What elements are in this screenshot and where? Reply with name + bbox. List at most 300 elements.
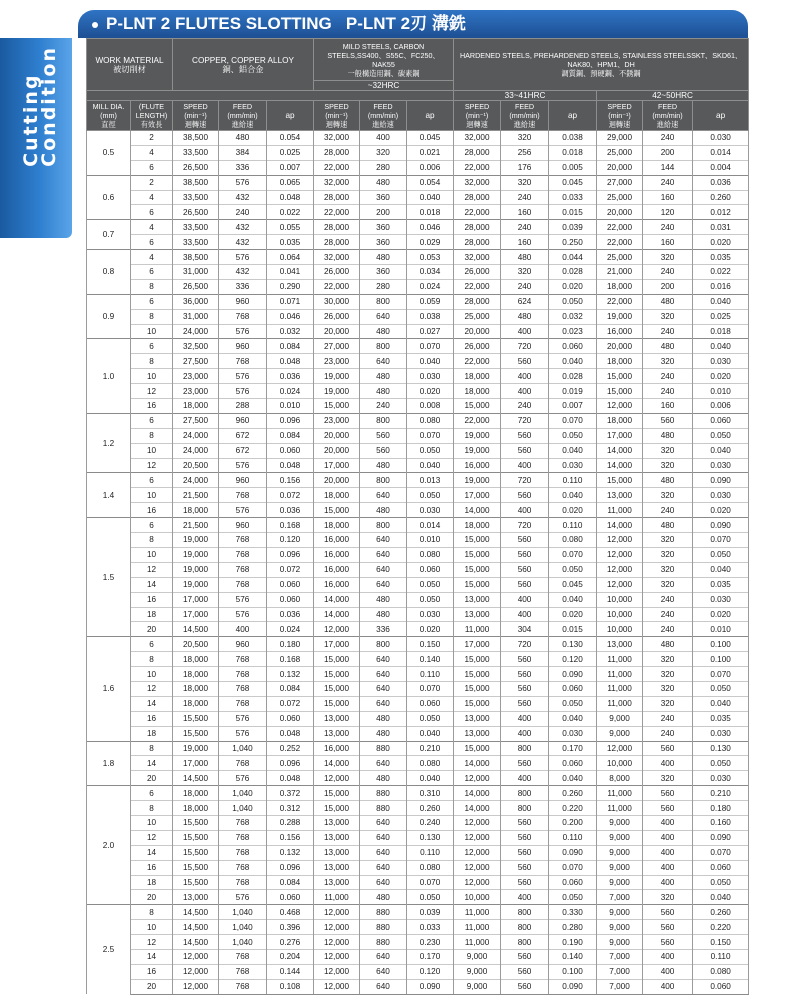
table-row xyxy=(87,875,749,890)
hrc33-ap-cell: 0.018 xyxy=(549,145,597,160)
copper-feed-cell: 1,040 xyxy=(219,786,267,801)
mild-speed-cell: 15,000 xyxy=(314,681,360,696)
mild-ap-cell: 0.020 xyxy=(407,384,454,399)
hrc33-ap-cell: 0.050 xyxy=(549,890,597,905)
copper-speed-cell: 19,000 xyxy=(173,533,219,548)
hrc33-ap-cell: 0.040 xyxy=(549,592,597,607)
flute-length-cell: 6 xyxy=(131,413,173,428)
mild-speed-cell: 20,000 xyxy=(314,473,360,488)
hrc33-speed-cell: 9,000 xyxy=(454,949,501,964)
hrc42-speed-cell: 7,000 xyxy=(597,979,643,994)
copper-ap-cell: 0.032 xyxy=(267,324,314,339)
mild-feed-cell: 800 xyxy=(360,518,407,533)
copper-ap-cell: 0.096 xyxy=(267,547,314,562)
hrc33-feed-cell: 400 xyxy=(501,369,549,384)
copper-speed-cell: 20,500 xyxy=(173,458,219,473)
hrc42-feed-cell: 320 xyxy=(643,309,693,324)
copper-ap-cell: 0.024 xyxy=(267,622,314,637)
table-row xyxy=(87,949,749,964)
mild-feed-cell: 360 xyxy=(360,235,407,250)
copper-feed-cell: 1,040 xyxy=(219,801,267,816)
hrc42-feed-cell: 320 xyxy=(643,890,693,905)
mild-ap-cell: 0.080 xyxy=(407,756,454,771)
copper-feed-cell: 768 xyxy=(219,577,267,592)
mild-ap-cell: 0.130 xyxy=(407,830,454,845)
hrc42-speed-cell: 7,000 xyxy=(597,964,643,979)
copper-speed-cell: 18,000 xyxy=(173,786,219,801)
mild-speed-cell: 32,000 xyxy=(314,131,360,146)
hrc33-feed-cell: 320 xyxy=(501,265,549,280)
copper-feed-cell: 576 xyxy=(219,771,267,786)
hrc33-feed-cell: 400 xyxy=(501,726,549,741)
mild-feed-cell: 640 xyxy=(360,979,407,994)
copper-speed-cell: 17,000 xyxy=(173,756,219,771)
hrc42-speed-cell: 29,000 xyxy=(597,131,643,146)
flute-length-cell: 6 xyxy=(131,786,173,801)
header-ap: ap xyxy=(267,101,314,131)
hrc33-ap-cell: 0.020 xyxy=(549,503,597,518)
flute-length-cell: 10 xyxy=(131,369,173,384)
table-row xyxy=(87,786,749,801)
flute-length-cell: 8 xyxy=(131,279,173,294)
mild-speed-cell: 28,000 xyxy=(314,235,360,250)
copper-ap-cell: 0.108 xyxy=(267,979,314,994)
header-mill-dia: MILL DIA. (mm) 直徑 xyxy=(87,101,131,131)
hrc33-speed-cell: 12,000 xyxy=(454,771,501,786)
copper-ap-cell: 0.022 xyxy=(267,205,314,220)
copper-feed-cell: 240 xyxy=(219,205,267,220)
hrc33-speed-cell: 26,000 xyxy=(454,339,501,354)
hrc42-ap-cell: 0.010 xyxy=(693,384,749,399)
hrc33-speed-cell: 32,000 xyxy=(454,250,501,265)
table-row xyxy=(87,235,749,250)
mild-ap-cell: 0.030 xyxy=(407,369,454,384)
hrc33-feed-cell: 400 xyxy=(501,771,549,786)
hrc42-feed-cell: 240 xyxy=(643,265,693,280)
copper-ap-cell: 0.204 xyxy=(267,949,314,964)
mild-ap-cell: 0.024 xyxy=(407,279,454,294)
hrc33-ap-cell: 0.050 xyxy=(549,562,597,577)
hrc42-speed-cell: 18,000 xyxy=(597,354,643,369)
flute-length-cell: 18 xyxy=(131,607,173,622)
hrc33-feed-cell: 560 xyxy=(501,667,549,682)
hrc42-speed-cell: 7,000 xyxy=(597,949,643,964)
flute-length-cell: 14 xyxy=(131,756,173,771)
mild-ap-cell: 0.080 xyxy=(407,547,454,562)
hrc33-feed-cell: 560 xyxy=(501,652,549,667)
mild-speed-cell: 19,000 xyxy=(314,369,360,384)
copper-ap-cell: 0.048 xyxy=(267,771,314,786)
flute-length-cell: 20 xyxy=(131,622,173,637)
mill-dia-cell: 1.6 xyxy=(87,637,131,741)
table-row xyxy=(87,577,749,592)
mild-speed-cell: 14,000 xyxy=(314,756,360,771)
mild-speed-cell: 32,000 xyxy=(314,250,360,265)
mild-speed-cell: 20,000 xyxy=(314,324,360,339)
hrc33-ap-cell: 0.045 xyxy=(549,175,597,190)
mild-speed-cell: 12,000 xyxy=(314,622,360,637)
hrc42-feed-cell: 400 xyxy=(643,964,693,979)
hrc33-ap-cell: 0.060 xyxy=(549,756,597,771)
copper-feed-cell: 576 xyxy=(219,890,267,905)
hrc42-ap-cell: 0.100 xyxy=(693,652,749,667)
table-row xyxy=(87,726,749,741)
table-body xyxy=(87,131,749,995)
mild-speed-cell: 17,000 xyxy=(314,637,360,652)
table-row xyxy=(87,830,749,845)
flute-length-cell: 8 xyxy=(131,652,173,667)
hrc33-ap-cell: 0.015 xyxy=(549,622,597,637)
mild-ap-cell: 0.014 xyxy=(407,518,454,533)
hrc33-ap-cell: 0.130 xyxy=(549,637,597,652)
hrc33-speed-cell: 19,000 xyxy=(454,443,501,458)
hrc42-feed-cell: 160 xyxy=(643,190,693,205)
hrc33-speed-cell: 15,000 xyxy=(454,652,501,667)
hrc42-speed-cell: 22,000 xyxy=(597,235,643,250)
hrc33-feed-cell: 160 xyxy=(501,205,549,220)
mild-ap-cell: 0.029 xyxy=(407,235,454,250)
hrc33-ap-cell: 0.120 xyxy=(549,652,597,667)
mild-speed-cell: 23,000 xyxy=(314,413,360,428)
mild-ap-cell: 0.010 xyxy=(407,533,454,548)
table-row xyxy=(87,458,749,473)
hrc33-ap-cell: 0.040 xyxy=(549,443,597,458)
hrc33-ap-cell: 0.015 xyxy=(549,205,597,220)
hrc33-feed-cell: 240 xyxy=(501,220,549,235)
hrc42-feed-cell: 240 xyxy=(643,369,693,384)
hrc42-feed-cell: 160 xyxy=(643,399,693,414)
hrc33-ap-cell: 0.028 xyxy=(549,265,597,280)
flute-length-cell: 14 xyxy=(131,696,173,711)
hrc33-speed-cell: 12,000 xyxy=(454,875,501,890)
mild-feed-cell: 360 xyxy=(360,190,407,205)
mild-speed-cell: 12,000 xyxy=(314,771,360,786)
mild-speed-cell: 16,000 xyxy=(314,741,360,756)
hrc42-feed-cell: 560 xyxy=(643,905,693,920)
mild-speed-cell: 18,000 xyxy=(314,488,360,503)
hrc33-feed-cell: 304 xyxy=(501,622,549,637)
copper-speed-cell: 18,000 xyxy=(173,652,219,667)
hrc33-speed-cell: 11,000 xyxy=(454,905,501,920)
hrc33-ap-cell: 0.040 xyxy=(549,354,597,369)
hrc33-ap-cell: 0.190 xyxy=(549,935,597,950)
hrc42-ap-cell: 0.030 xyxy=(693,354,749,369)
hrc42-ap-cell: 0.050 xyxy=(693,547,749,562)
mild-speed-cell: 19,000 xyxy=(314,384,360,399)
header-mild-steels: MILD STEELS, CARBON STEELS,SS400、S55C、FC250、NAK55 一般構造用鋼、碳素鋼 xyxy=(314,39,454,81)
mild-speed-cell: 15,000 xyxy=(314,696,360,711)
hrc33-feed-cell: 720 xyxy=(501,473,549,488)
hrc42-feed-cell: 200 xyxy=(643,145,693,160)
hrc42-ap-cell: 0.210 xyxy=(693,786,749,801)
hrc33-speed-cell: 28,000 xyxy=(454,190,501,205)
copper-ap-cell: 0.072 xyxy=(267,488,314,503)
hrc33-feed-cell: 400 xyxy=(501,324,549,339)
mild-speed-cell: 11,000 xyxy=(314,890,360,905)
mild-ap-cell: 0.110 xyxy=(407,667,454,682)
hrc33-feed-cell: 560 xyxy=(501,949,549,964)
table-row xyxy=(87,681,749,696)
copper-speed-cell: 38,500 xyxy=(173,131,219,146)
hrc42-feed-cell: 560 xyxy=(643,920,693,935)
hrc42-speed-cell: 22,000 xyxy=(597,294,643,309)
copper-feed-cell: 432 xyxy=(219,220,267,235)
copper-ap-cell: 0.096 xyxy=(267,413,314,428)
mild-speed-cell: 26,000 xyxy=(314,265,360,280)
hrc42-speed-cell: 12,000 xyxy=(597,577,643,592)
copper-speed-cell: 21,500 xyxy=(173,518,219,533)
flute-length-cell: 16 xyxy=(131,711,173,726)
hrc42-ap-cell: 0.004 xyxy=(693,160,749,175)
flute-length-cell: 14 xyxy=(131,845,173,860)
header-hardened-steels: HARDENED STEELS, PREHARDENED STEELS, STAINLESS STEELSSKT、SKD61、NAK80、HPM1、DH 調質鋼、預硬鋼、不銹鋼 xyxy=(454,39,749,91)
hrc42-speed-cell: 14,000 xyxy=(597,458,643,473)
hrc33-ap-cell: 0.060 xyxy=(549,339,597,354)
hrc33-speed-cell: 14,000 xyxy=(454,786,501,801)
hrc42-speed-cell: 15,000 xyxy=(597,384,643,399)
mild-ap-cell: 0.013 xyxy=(407,473,454,488)
hrc33-ap-cell: 0.019 xyxy=(549,384,597,399)
hrc42-feed-cell: 144 xyxy=(643,160,693,175)
copper-feed-cell: 576 xyxy=(219,458,267,473)
copper-speed-cell: 15,500 xyxy=(173,875,219,890)
copper-feed-cell: 960 xyxy=(219,518,267,533)
flute-length-cell: 2 xyxy=(131,131,173,146)
flute-length-cell: 8 xyxy=(131,741,173,756)
hrc42-ap-cell: 0.040 xyxy=(693,443,749,458)
copper-speed-cell: 19,000 xyxy=(173,562,219,577)
copper-speed-cell: 18,000 xyxy=(173,801,219,816)
mild-ap-cell: 0.045 xyxy=(407,131,454,146)
copper-ap-cell: 0.312 xyxy=(267,801,314,816)
mild-speed-cell: 26,000 xyxy=(314,309,360,324)
copper-ap-cell: 0.084 xyxy=(267,428,314,443)
header-ap: ap xyxy=(407,101,454,131)
hrc33-speed-cell: 12,000 xyxy=(454,845,501,860)
mild-feed-cell: 640 xyxy=(360,562,407,577)
mild-feed-cell: 640 xyxy=(360,815,407,830)
hrc33-ap-cell: 0.040 xyxy=(549,488,597,503)
table-row xyxy=(87,339,749,354)
table-row xyxy=(87,711,749,726)
mild-feed-cell: 880 xyxy=(360,801,407,816)
table-row xyxy=(87,815,749,830)
copper-feed-cell: 672 xyxy=(219,428,267,443)
flute-length-cell: 8 xyxy=(131,905,173,920)
copper-feed-cell: 768 xyxy=(219,979,267,994)
copper-feed-cell: 576 xyxy=(219,592,267,607)
side-label xyxy=(22,46,58,167)
mill-dia-cell: 0.7 xyxy=(87,220,131,250)
hrc33-ap-cell: 0.070 xyxy=(549,413,597,428)
hrc33-feed-cell: 400 xyxy=(501,384,549,399)
mild-feed-cell: 880 xyxy=(360,786,407,801)
table-row xyxy=(87,562,749,577)
hrc42-ap-cell: 0.260 xyxy=(693,190,749,205)
mild-ap-cell: 0.070 xyxy=(407,339,454,354)
hrc33-speed-cell: 19,000 xyxy=(454,473,501,488)
mild-feed-cell: 280 xyxy=(360,279,407,294)
hrc33-speed-cell: 20,000 xyxy=(454,324,501,339)
table-row xyxy=(87,205,749,220)
mild-ap-cell: 0.033 xyxy=(407,920,454,935)
hrc33-speed-cell: 15,000 xyxy=(454,399,501,414)
hrc42-speed-cell: 12,000 xyxy=(597,533,643,548)
hrc33-ap-cell: 0.039 xyxy=(549,220,597,235)
hrc42-feed-cell: 400 xyxy=(643,875,693,890)
copper-feed-cell: 576 xyxy=(219,324,267,339)
table-row xyxy=(87,905,749,920)
hrc42-speed-cell: 20,000 xyxy=(597,339,643,354)
header-ap: ap xyxy=(693,101,749,131)
mild-ap-cell: 0.150 xyxy=(407,637,454,652)
hrc33-ap-cell: 0.090 xyxy=(549,845,597,860)
hrc42-feed-cell: 240 xyxy=(643,607,693,622)
mild-ap-cell: 0.039 xyxy=(407,905,454,920)
copper-speed-cell: 24,000 xyxy=(173,443,219,458)
hrc42-ap-cell: 0.020 xyxy=(693,607,749,622)
mild-ap-cell: 0.030 xyxy=(407,607,454,622)
hrc42-speed-cell: 15,000 xyxy=(597,473,643,488)
copper-feed-cell: 576 xyxy=(219,711,267,726)
copper-ap-cell: 0.468 xyxy=(267,905,314,920)
copper-feed-cell: 384 xyxy=(219,145,267,160)
table-row xyxy=(87,503,749,518)
hrc42-feed-cell: 240 xyxy=(643,324,693,339)
hrc42-ap-cell: 0.060 xyxy=(693,860,749,875)
hrc33-speed-cell: 12,000 xyxy=(454,830,501,845)
hrc33-feed-cell: 560 xyxy=(501,830,549,845)
table-row xyxy=(87,309,749,324)
hrc33-feed-cell: 400 xyxy=(501,711,549,726)
hrc33-ap-cell: 0.330 xyxy=(549,905,597,920)
hrc42-ap-cell: 0.030 xyxy=(693,592,749,607)
hrc33-speed-cell: 14,000 xyxy=(454,503,501,518)
hrc42-speed-cell: 12,000 xyxy=(597,399,643,414)
copper-ap-cell: 0.035 xyxy=(267,235,314,250)
mild-feed-cell: 800 xyxy=(360,339,407,354)
hrc42-feed-cell: 320 xyxy=(643,488,693,503)
hrc33-ap-cell: 0.080 xyxy=(549,533,597,548)
hrc33-ap-cell: 0.030 xyxy=(549,458,597,473)
hrc33-ap-cell: 0.060 xyxy=(549,875,597,890)
mild-speed-cell: 15,000 xyxy=(314,786,360,801)
copper-ap-cell: 0.168 xyxy=(267,518,314,533)
table-row xyxy=(87,756,749,771)
mill-dia-cell: 1.8 xyxy=(87,741,131,786)
flute-length-cell: 12 xyxy=(131,458,173,473)
hrc33-ap-cell: 0.140 xyxy=(549,949,597,964)
copper-ap-cell: 0.024 xyxy=(267,384,314,399)
hrc42-feed-cell: 240 xyxy=(643,384,693,399)
hrc42-ap-cell: 0.050 xyxy=(693,756,749,771)
mild-feed-cell: 640 xyxy=(360,547,407,562)
hrc42-speed-cell: 12,000 xyxy=(597,547,643,562)
hrc42-speed-cell: 9,000 xyxy=(597,711,643,726)
mild-ap-cell: 0.080 xyxy=(407,860,454,875)
mild-feed-cell: 280 xyxy=(360,160,407,175)
mild-feed-cell: 800 xyxy=(360,294,407,309)
copper-speed-cell: 27,500 xyxy=(173,413,219,428)
mild-ap-cell: 0.040 xyxy=(407,190,454,205)
mild-feed-cell: 240 xyxy=(360,399,407,414)
hrc42-ap-cell: 0.035 xyxy=(693,577,749,592)
copper-feed-cell: 768 xyxy=(219,562,267,577)
hrc42-speed-cell: 13,000 xyxy=(597,637,643,652)
table-header xyxy=(87,39,749,131)
header-speed: SPEED (min⁻¹) 迴轉速 xyxy=(454,101,501,131)
hrc42-feed-cell: 240 xyxy=(643,175,693,190)
hrc33-ap-cell: 0.045 xyxy=(549,577,597,592)
copper-speed-cell: 31,000 xyxy=(173,265,219,280)
copper-speed-cell: 33,500 xyxy=(173,190,219,205)
flute-length-cell: 16 xyxy=(131,964,173,979)
copper-ap-cell: 0.055 xyxy=(267,220,314,235)
hrc42-speed-cell: 20,000 xyxy=(597,160,643,175)
mild-speed-cell: 13,000 xyxy=(314,726,360,741)
hrc33-feed-cell: 480 xyxy=(501,250,549,265)
table-row xyxy=(87,145,749,160)
copper-feed-cell: 288 xyxy=(219,399,267,414)
hrc42-feed-cell: 480 xyxy=(643,428,693,443)
hrc33-ap-cell: 0.070 xyxy=(549,547,597,562)
hrc33-feed-cell: 320 xyxy=(501,131,549,146)
copper-speed-cell: 15,500 xyxy=(173,726,219,741)
mild-feed-cell: 480 xyxy=(360,771,407,786)
hrc42-speed-cell: 14,000 xyxy=(597,443,643,458)
table-row xyxy=(87,652,749,667)
copper-ap-cell: 0.048 xyxy=(267,190,314,205)
hrc33-speed-cell: 12,000 xyxy=(454,860,501,875)
hrc42-ap-cell: 0.020 xyxy=(693,235,749,250)
hrc33-feed-cell: 624 xyxy=(501,294,549,309)
copper-feed-cell: 768 xyxy=(219,830,267,845)
mild-ap-cell: 0.050 xyxy=(407,443,454,458)
mild-ap-cell: 0.027 xyxy=(407,324,454,339)
mild-feed-cell: 480 xyxy=(360,369,407,384)
hrc33-feed-cell: 400 xyxy=(501,607,549,622)
hrc33-speed-cell: 13,000 xyxy=(454,607,501,622)
hrc42-ap-cell: 0.035 xyxy=(693,250,749,265)
hrc42-speed-cell: 9,000 xyxy=(597,845,643,860)
mild-ap-cell: 0.040 xyxy=(407,458,454,473)
copper-speed-cell: 12,000 xyxy=(173,949,219,964)
copper-ap-cell: 0.048 xyxy=(267,458,314,473)
hrc42-speed-cell: 21,000 xyxy=(597,265,643,280)
mild-ap-cell: 0.060 xyxy=(407,696,454,711)
hrc42-feed-cell: 480 xyxy=(643,294,693,309)
table-row xyxy=(87,637,749,652)
hrc33-speed-cell: 15,000 xyxy=(454,681,501,696)
copper-feed-cell: 960 xyxy=(219,339,267,354)
hrc42-feed-cell: 560 xyxy=(643,801,693,816)
hrc42-ap-cell: 0.050 xyxy=(693,875,749,890)
hrc42-ap-cell: 0.025 xyxy=(693,309,749,324)
mild-feed-cell: 880 xyxy=(360,741,407,756)
hrc42-speed-cell: 7,000 xyxy=(597,890,643,905)
hrc42-ap-cell: 0.016 xyxy=(693,279,749,294)
hrc33-speed-cell: 11,000 xyxy=(454,622,501,637)
table-row xyxy=(87,294,749,309)
hrc33-ap-cell: 0.110 xyxy=(549,830,597,845)
copper-ap-cell: 0.041 xyxy=(267,265,314,280)
mild-feed-cell: 640 xyxy=(360,577,407,592)
copper-speed-cell: 15,500 xyxy=(173,845,219,860)
table-row xyxy=(87,324,749,339)
copper-ap-cell: 0.180 xyxy=(267,637,314,652)
flute-length-cell: 12 xyxy=(131,562,173,577)
copper-feed-cell: 768 xyxy=(219,875,267,890)
